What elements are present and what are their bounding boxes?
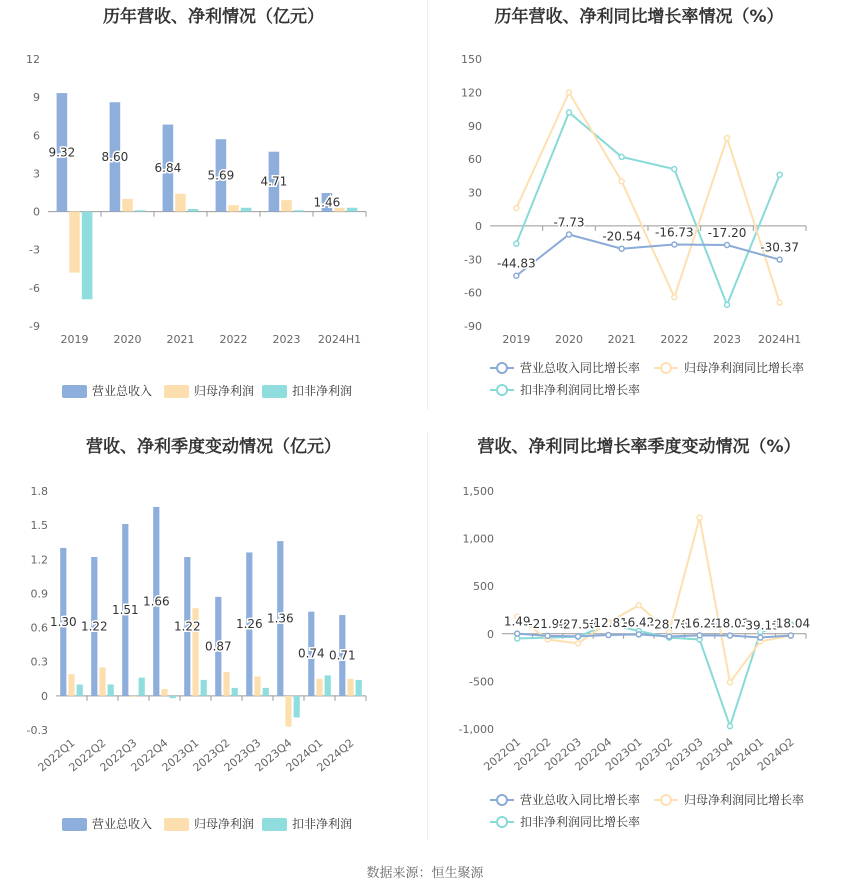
y-tick-label: -6: [29, 281, 40, 295]
x-tick-label: 2023Q4: [694, 735, 736, 774]
data-label: 0.74: [297, 646, 325, 661]
bar: [347, 208, 358, 212]
data-point: [777, 257, 782, 262]
data-label: -27.58: [558, 617, 598, 632]
data-label: 1.49: [503, 614, 531, 629]
y-tick-label: 3: [33, 167, 40, 181]
annual-growth-panel: [428, 0, 850, 410]
x-tick-label: 2022: [660, 333, 689, 346]
data-label: -30.37: [760, 240, 800, 255]
y-tick-label: -1,000: [458, 723, 494, 736]
bar: [294, 210, 305, 211]
data-label: 4.71: [260, 174, 288, 189]
y-tick-label: 0.9: [30, 587, 48, 601]
data-label: -18.04: [771, 616, 811, 631]
data-point: [667, 634, 672, 639]
y-tick-label: -30: [464, 253, 482, 267]
data-label: 6.84: [154, 161, 182, 176]
x-tick-label: 2023: [713, 333, 741, 346]
quarterly-growth-chart: [428, 430, 850, 850]
x-tick-label: 2019: [60, 333, 89, 346]
legend-marker: [661, 363, 671, 373]
legend-marker: [497, 385, 507, 395]
bar: [77, 684, 83, 695]
data-label: 1.26: [235, 617, 263, 632]
annual-growth-chart: [428, 0, 850, 410]
legend-label: 营业总收入: [92, 384, 153, 398]
x-tick-label: 2023Q1: [602, 735, 645, 774]
bar: [108, 684, 114, 695]
data-point: [515, 631, 520, 636]
x-tick-label: 2022Q3: [542, 735, 584, 774]
bar: [223, 672, 229, 696]
legend-label: 扣非净利润同比增长率: [520, 383, 641, 397]
bar: [69, 212, 80, 273]
legend-marker: [497, 363, 507, 373]
data-point: [514, 241, 519, 246]
data-point: [514, 273, 519, 278]
annual-revenue-profit-panel: [0, 0, 427, 410]
data-label: 1.46: [313, 195, 341, 210]
chart-title: 历年营收、净利情况（亿元）: [103, 7, 324, 27]
bar: [201, 680, 207, 696]
x-tick-label: 2023: [272, 333, 301, 346]
bar: [161, 689, 167, 696]
quarterly-growth-panel: [428, 430, 850, 850]
data-point: [606, 633, 611, 638]
x-tick-label: 2023Q2: [190, 736, 233, 775]
legend-swatch: [62, 818, 87, 831]
legend-swatch: [62, 385, 87, 398]
x-tick-label: 2024Q1: [283, 736, 326, 775]
bar: [99, 667, 105, 695]
x-tick-label: 2022: [219, 333, 248, 346]
data-point: [728, 680, 733, 685]
x-tick-label: 2024Q2: [314, 736, 357, 775]
data-label: 9.32: [48, 145, 76, 160]
legend-marker: [497, 795, 507, 805]
data-point: [672, 167, 677, 172]
y-tick-label: 9: [33, 91, 40, 105]
y-tick-label: 12: [26, 53, 40, 66]
legend-swatch: [262, 385, 287, 398]
y-tick-label: 150: [461, 53, 482, 66]
bar: [263, 688, 269, 696]
y-tick-label: -500: [469, 675, 494, 689]
data-label: -7.73: [553, 215, 585, 230]
legend-label: 归母净利润: [194, 384, 255, 398]
x-tick-label: 2019: [502, 333, 531, 346]
data-label: 1.51: [111, 602, 139, 617]
y-tick-label: 0: [487, 627, 494, 641]
x-tick-label: 2022Q4: [128, 736, 171, 775]
x-tick-label: 2023Q2: [633, 735, 676, 774]
data-label: 1.22: [173, 619, 201, 634]
data-point: [545, 633, 550, 638]
data-label: 1.36: [266, 611, 294, 626]
x-tick-label: 2023Q3: [663, 735, 706, 774]
chart-title: 营收、净利季度变动情况（亿元）: [86, 437, 341, 457]
x-tick-label: 2024H1: [758, 333, 802, 346]
data-point: [619, 179, 624, 184]
x-tick-label: 2022Q2: [66, 736, 109, 775]
x-tick-label: 2023Q3: [221, 736, 264, 775]
data-label: 1.66: [142, 594, 170, 609]
data-point: [576, 634, 581, 639]
legend-marker: [497, 817, 507, 827]
data-label: -16.20: [680, 616, 719, 631]
data-label: 0.87: [204, 639, 232, 654]
data-label: -44.83: [496, 256, 536, 271]
bar: [325, 675, 331, 695]
x-tick-label: 2021: [607, 333, 636, 346]
bar: [285, 696, 291, 727]
bar: [356, 680, 362, 696]
legend-swatch: [262, 818, 287, 831]
x-tick-label: 2023Q4: [252, 736, 295, 775]
legend-label: 营业总收入: [92, 817, 153, 831]
y-tick-label: 0: [41, 689, 48, 703]
legend-swatch: [164, 818, 189, 831]
data-label: -6.42: [623, 615, 655, 630]
bar: [232, 688, 238, 696]
data-point: [567, 90, 572, 95]
y-tick-label: 30: [468, 186, 482, 200]
data-point: [672, 242, 677, 247]
data-label: -21.99: [528, 616, 567, 631]
legend-label: 营业总收入同比增长率: [520, 793, 641, 807]
x-tick-label: 2020: [113, 333, 142, 346]
bar: [281, 200, 292, 211]
y-tick-label: 0: [33, 205, 40, 219]
data-point: [777, 172, 782, 177]
chart-title: 历年营收、净利同比增长率情况（%）: [494, 7, 784, 27]
y-tick-label: -0.3: [26, 724, 48, 737]
y-tick-label: 0.3: [30, 655, 48, 669]
bar: [316, 679, 322, 696]
quarterly-revenue-profit-chart: [0, 430, 427, 850]
y-tick-label: 60: [468, 153, 482, 167]
data-label: -20.54: [602, 229, 642, 244]
data-point: [619, 246, 624, 251]
data-point: [636, 603, 641, 608]
data-label: 5.69: [207, 168, 235, 183]
legend-label: 扣非净利润: [292, 817, 353, 831]
y-tick-label: 1,500: [462, 485, 494, 498]
data-source: 数据来源：恒生聚源: [366, 866, 484, 881]
x-tick-label: 2020: [555, 333, 583, 346]
y-tick-label: 0: [475, 219, 482, 233]
data-label: 1.30: [49, 614, 77, 629]
bar: [228, 205, 239, 211]
data-point: [758, 635, 763, 640]
series-line: [516, 112, 779, 304]
data-label: 8.60: [101, 149, 129, 164]
y-tick-label: 1,000: [462, 532, 494, 546]
data-point: [697, 515, 702, 520]
data-point: [725, 243, 730, 248]
chart-title: 营收、净利同比增长率季度变动情况（%）: [477, 437, 801, 457]
bar: [139, 678, 145, 696]
y-tick-label: 6: [33, 129, 40, 143]
bar: [122, 199, 133, 212]
x-tick-label: 2021: [166, 333, 195, 346]
quarterly-revenue-profit-panel: [0, 430, 427, 850]
series-line: [517, 624, 791, 726]
data-label: -16.73: [654, 225, 694, 240]
bar: [135, 210, 146, 211]
data-label: 1.22: [80, 619, 108, 634]
y-tick-label: -90: [464, 320, 482, 333]
x-tick-label: 2022Q1: [35, 736, 78, 775]
x-tick-label: 2024Q1: [724, 735, 767, 774]
data-point: [777, 300, 782, 305]
legend-swatch: [164, 385, 189, 398]
legend-label: 扣非净利润同比增长率: [520, 815, 641, 829]
legend-label: 扣非净利润: [292, 384, 353, 398]
data-label: -17.20: [707, 226, 747, 241]
data-point: [619, 154, 624, 159]
data-label: 0.71: [328, 648, 356, 663]
x-tick-label: 2022Q3: [97, 736, 140, 775]
legend-marker: [661, 795, 671, 805]
data-point: [728, 724, 733, 729]
data-label: -39.19: [741, 618, 780, 633]
data-point: [514, 206, 519, 211]
legend-label: 归母净利润同比增长率: [684, 793, 805, 807]
data-point: [567, 232, 572, 237]
data-label: -18.03: [710, 616, 750, 631]
data-point: [672, 295, 677, 300]
data-point: [725, 302, 730, 307]
data-point: [728, 633, 733, 638]
data-point: [567, 110, 572, 115]
bar: [241, 208, 252, 212]
data-point: [725, 135, 730, 140]
annual-revenue-profit-chart: [0, 0, 427, 410]
y-tick-label: 1.2: [30, 553, 48, 567]
x-tick-label: 2024H1: [317, 333, 362, 346]
y-tick-label: -9: [29, 320, 40, 333]
data-label: -12.81: [589, 616, 628, 631]
bar: [130, 696, 136, 697]
data-point: [697, 633, 702, 638]
x-tick-label: 2022Q1: [481, 735, 524, 774]
y-tick-label: 1.8: [30, 485, 48, 498]
bar: [294, 696, 300, 718]
bar: [254, 677, 260, 696]
y-tick-label: 0.6: [30, 621, 48, 635]
legend-label: 归母净利润: [194, 817, 255, 831]
bar: [188, 209, 199, 212]
x-tick-label: 2022Q4: [572, 735, 615, 774]
bar: [68, 674, 74, 696]
y-tick-label: 120: [461, 86, 482, 100]
y-tick-label: -60: [464, 286, 482, 300]
data-point: [788, 633, 793, 638]
y-tick-label: 1.5: [30, 519, 48, 533]
bar: [347, 679, 353, 696]
x-tick-label: 2022Q2: [511, 735, 554, 774]
series-line: [517, 518, 791, 683]
y-tick-label: -3: [29, 243, 40, 257]
bar: [82, 212, 93, 300]
legend-label: 归母净利润同比增长率: [684, 361, 805, 375]
legend-label: 营业总收入同比增长率: [520, 361, 641, 375]
y-tick-label: 90: [468, 119, 482, 133]
data-point: [636, 632, 641, 637]
x-tick-label: 2024Q2: [754, 735, 797, 774]
y-tick-label: 500: [473, 580, 494, 594]
bar: [175, 194, 186, 212]
bar: [170, 696, 176, 698]
x-tick-label: 2023Q1: [159, 736, 202, 775]
data-point: [576, 641, 581, 646]
data-label: -28.76: [649, 617, 689, 632]
